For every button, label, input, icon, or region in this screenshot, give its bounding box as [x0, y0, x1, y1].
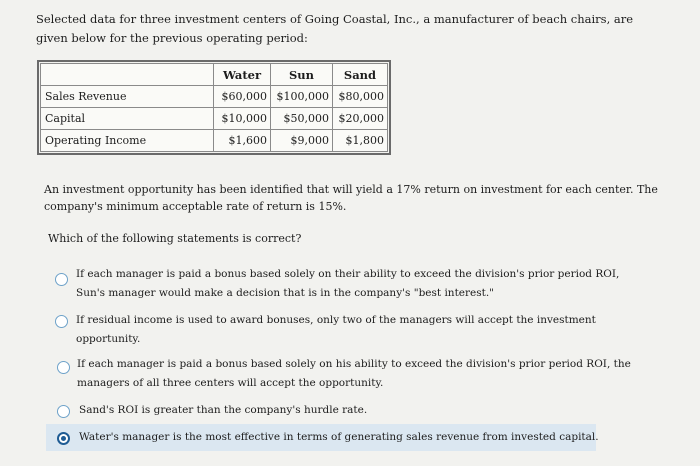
row-label-operating-income: Operating Income: [41, 130, 214, 152]
cell-sand-capital: $20,000: [333, 108, 388, 130]
option-3-radio[interactable]: [57, 361, 70, 374]
option-1-line-2: Sun's manager would make a decision that is in the company's "best interest.": [76, 287, 495, 299]
option-4-radio[interactable]: [57, 405, 70, 418]
table-row: [41, 108, 388, 130]
cell-sun-sales: $100,000: [271, 86, 333, 108]
col-header-sun: Sun: [271, 64, 333, 86]
col-header-water: Water: [214, 64, 271, 86]
table-row: [41, 86, 388, 108]
option-4-label[interactable]: Sand's ROI is greater than the company's hurdle rate.: [79, 404, 368, 416]
cell-sand-income: $1,800: [333, 130, 388, 152]
option-2-line-1: If residual income is used to award bonuses, only two of the managers will accept the investment: [76, 314, 596, 326]
scenario-text: An investment opportunity has been identified that will yield a 17% return on investment for each center. The company's minimum acceptable rate of return is 15%.: [44, 183, 658, 213]
row-label-capital: Capital: [41, 108, 214, 130]
col-header-sand: Sand: [333, 64, 388, 86]
table-corner-cell: [41, 64, 214, 86]
intro-text: Selected data for three investment centers of Going Coastal, Inc., a manufacturer of beach chairs, are given below for the previous operating period:: [36, 12, 634, 45]
cell-water-capital: $10,000: [214, 108, 271, 130]
table-header-row: [41, 64, 388, 86]
cell-sand-sales: $80,000: [333, 86, 388, 108]
option-1-label[interactable]: [76, 265, 619, 303]
option-2-line-2: opportunity.: [76, 333, 141, 345]
option-3-line-2: managers of all three centers will accept the opportunity.: [77, 377, 384, 389]
data-table: [40, 63, 388, 152]
option-1-radio[interactable]: [55, 273, 68, 286]
cell-sun-capital: $50,000: [271, 108, 333, 130]
option-5-radio[interactable]: [57, 432, 70, 445]
option-5-label[interactable]: Water's manager is the most effective in terms of generating sales revenue from invested capital.: [79, 431, 599, 443]
question-text: Which of the following statements is correct?: [48, 232, 302, 245]
option-3-line-1: If each manager is paid a bonus based solely on his ability to exceed the division's prior period ROI, the: [77, 358, 631, 370]
option-2-label[interactable]: [76, 311, 596, 349]
row-label-sales-revenue: Sales Revenue: [41, 86, 214, 108]
option-2-radio[interactable]: [55, 315, 68, 328]
cell-sun-income: $9,000: [271, 130, 333, 152]
cell-water-sales: $60,000: [214, 86, 271, 108]
cell-water-income: $1,600: [214, 130, 271, 152]
table-row: [41, 130, 388, 152]
option-3-label[interactable]: [77, 355, 631, 393]
option-1-line-1: If each manager is paid a bonus based solely on their ability to exceed the division's prior period ROI,: [76, 268, 620, 280]
